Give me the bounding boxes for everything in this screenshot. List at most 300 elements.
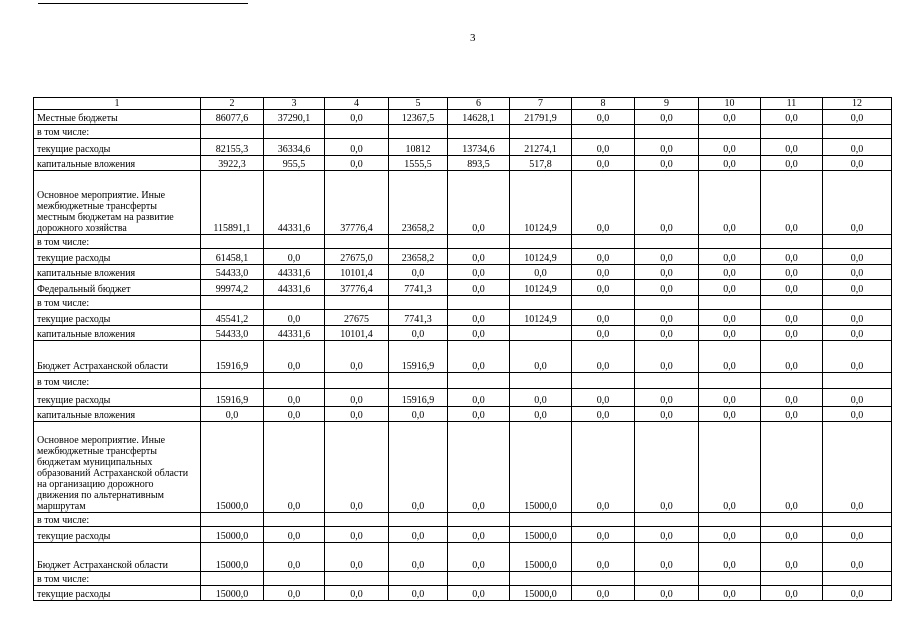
value-cell: 15916,9 (389, 389, 448, 407)
value-cell: 0,0 (264, 389, 325, 407)
value-cell: 0,0 (448, 407, 510, 422)
value-cell: 0,0 (572, 110, 635, 125)
value-cell (264, 125, 325, 139)
value-cell: 0,0 (761, 543, 823, 572)
value-cell: 0,0 (510, 341, 572, 373)
value-cell: 0,0 (389, 586, 448, 601)
value-cell (201, 235, 264, 249)
table-row (34, 543, 892, 572)
row-label: в том числе: (34, 235, 201, 249)
table-row (34, 156, 892, 171)
value-cell: 37290,1 (264, 110, 325, 125)
value-cell: 0,0 (761, 265, 823, 280)
value-cell: 0,0 (572, 543, 635, 572)
header-cell: 10 (699, 98, 761, 110)
value-cell: 15000,0 (510, 527, 572, 543)
value-cell (823, 125, 892, 139)
value-cell (572, 235, 635, 249)
value-cell: 0,0 (823, 422, 892, 513)
value-cell: 0,0 (699, 110, 761, 125)
value-cell: 0,0 (823, 110, 892, 125)
value-cell: 0,0 (448, 543, 510, 572)
value-cell: 0,0 (448, 265, 510, 280)
value-cell: 1555,5 (389, 156, 448, 171)
value-cell: 0,0 (264, 543, 325, 572)
value-cell (389, 572, 448, 586)
value-cell: 0,0 (761, 156, 823, 171)
row-label: текущие расходы (34, 389, 201, 407)
value-cell: 0,0 (635, 326, 699, 341)
value-cell (699, 125, 761, 139)
value-cell: 15916,9 (201, 341, 264, 373)
row-label: текущие расходы (34, 139, 201, 156)
value-cell: 0,0 (823, 389, 892, 407)
header-cell: 5 (389, 98, 448, 110)
table-row (34, 527, 892, 543)
value-cell (510, 235, 572, 249)
value-cell: 0,0 (761, 586, 823, 601)
row-label: Бюджет Астраханской области (34, 543, 201, 572)
row-label: текущие расходы (34, 249, 201, 265)
value-cell (761, 235, 823, 249)
value-cell: 15916,9 (201, 389, 264, 407)
table-row (34, 326, 892, 341)
value-cell: 99974,2 (201, 280, 264, 296)
value-cell (699, 373, 761, 389)
value-cell: 0,0 (325, 110, 389, 125)
value-cell: 7741,3 (389, 310, 448, 326)
value-cell (572, 125, 635, 139)
table-row (34, 171, 892, 235)
value-cell: 0,0 (389, 543, 448, 572)
value-cell: 0,0 (823, 543, 892, 572)
row-label: капитальные вложения (34, 156, 201, 171)
value-cell: 0,0 (572, 310, 635, 326)
header-cell: 2 (201, 98, 264, 110)
value-cell (572, 296, 635, 310)
value-cell: 0,0 (448, 586, 510, 601)
row-label: капитальные вложения (34, 265, 201, 280)
value-cell (448, 513, 510, 527)
value-cell: 21791,9 (510, 110, 572, 125)
value-cell: 0,0 (699, 310, 761, 326)
value-cell (325, 572, 389, 586)
header-cell: 9 (635, 98, 699, 110)
value-cell: 0,0 (635, 407, 699, 422)
table-row (34, 110, 892, 125)
value-cell (572, 513, 635, 527)
row-label: текущие расходы (34, 586, 201, 601)
row-label: Основное мероприятие. Иные межбюджетные трансферты бюджетам муниципальных образований Астраханской области на организацию дорожного движения по альтернативным маршрутам (34, 422, 201, 513)
value-cell (448, 125, 510, 139)
value-cell: 10124,9 (510, 249, 572, 265)
row-label: в том числе: (34, 296, 201, 310)
value-cell: 86077,6 (201, 110, 264, 125)
value-cell: 15000,0 (201, 586, 264, 601)
value-cell: 0,0 (699, 249, 761, 265)
value-cell: 0,0 (201, 407, 264, 422)
value-cell: 15000,0 (510, 543, 572, 572)
value-cell: 23658,2 (389, 249, 448, 265)
row-label: Федеральный бюджет (34, 280, 201, 296)
table-row (34, 310, 892, 326)
value-cell: 82155,3 (201, 139, 264, 156)
row-label: Местные бюджеты (34, 110, 201, 125)
value-cell: 0,0 (823, 139, 892, 156)
value-cell (823, 373, 892, 389)
value-cell: 0,0 (823, 280, 892, 296)
value-cell: 0,0 (572, 280, 635, 296)
value-cell (510, 326, 572, 341)
value-cell: 0,0 (761, 389, 823, 407)
value-cell (761, 513, 823, 527)
value-cell (635, 125, 699, 139)
table-row (34, 513, 892, 527)
table-row (34, 249, 892, 265)
value-cell: 0,0 (572, 171, 635, 235)
table-row (34, 125, 892, 139)
header-cell: 7 (510, 98, 572, 110)
value-cell: 0,0 (572, 265, 635, 280)
value-cell (448, 572, 510, 586)
value-cell: 10101,4 (325, 326, 389, 341)
header-cell: 3 (264, 98, 325, 110)
value-cell: 0,0 (572, 407, 635, 422)
value-cell: 0,0 (264, 527, 325, 543)
value-cell: 0,0 (325, 139, 389, 156)
value-cell (761, 125, 823, 139)
value-cell: 0,0 (635, 249, 699, 265)
value-cell: 0,0 (264, 341, 325, 373)
value-cell: 0,0 (699, 265, 761, 280)
value-cell: 37776,4 (325, 171, 389, 235)
value-cell: 0,0 (761, 422, 823, 513)
value-cell: 0,0 (264, 249, 325, 265)
value-cell (510, 513, 572, 527)
value-cell: 0,0 (823, 171, 892, 235)
value-cell (264, 373, 325, 389)
value-cell (572, 572, 635, 586)
value-cell: 7741,3 (389, 280, 448, 296)
value-cell: 0,0 (823, 156, 892, 171)
value-cell: 0,0 (823, 326, 892, 341)
value-cell (699, 572, 761, 586)
value-cell (761, 373, 823, 389)
value-cell (389, 373, 448, 389)
value-cell: 0,0 (699, 422, 761, 513)
value-cell: 0,0 (635, 156, 699, 171)
value-cell: 0,0 (699, 407, 761, 422)
value-cell: 15000,0 (201, 543, 264, 572)
table-row (34, 407, 892, 422)
value-cell: 10124,9 (510, 280, 572, 296)
row-label: текущие расходы (34, 527, 201, 543)
value-cell: 27675,0 (325, 249, 389, 265)
value-cell (325, 125, 389, 139)
value-cell: 0,0 (448, 326, 510, 341)
table-row (34, 139, 892, 156)
value-cell (635, 296, 699, 310)
value-cell: 0,0 (699, 527, 761, 543)
value-cell: 0,0 (389, 407, 448, 422)
table-row (34, 265, 892, 280)
value-cell: 0,0 (823, 310, 892, 326)
value-cell: 0,0 (448, 280, 510, 296)
value-cell: 44331,6 (264, 326, 325, 341)
row-label: в том числе: (34, 373, 201, 389)
value-cell (264, 572, 325, 586)
value-cell: 0,0 (510, 407, 572, 422)
value-cell: 0,0 (572, 156, 635, 171)
value-cell (823, 296, 892, 310)
value-cell (448, 235, 510, 249)
value-cell (264, 296, 325, 310)
value-cell: 0,0 (572, 389, 635, 407)
value-cell (264, 513, 325, 527)
value-cell: 0,0 (389, 527, 448, 543)
value-cell: 13734,6 (448, 139, 510, 156)
value-cell: 0,0 (325, 527, 389, 543)
value-cell: 0,0 (264, 310, 325, 326)
value-cell: 0,0 (635, 527, 699, 543)
value-cell: 0,0 (635, 341, 699, 373)
value-cell: 0,0 (761, 249, 823, 265)
value-cell: 0,0 (635, 265, 699, 280)
value-cell (201, 296, 264, 310)
value-cell: 0,0 (761, 171, 823, 235)
value-cell (389, 125, 448, 139)
value-cell: 15000,0 (201, 422, 264, 513)
value-cell (572, 373, 635, 389)
page-number: 3 (470, 32, 476, 44)
value-cell: 0,0 (699, 171, 761, 235)
value-cell: 0,0 (761, 110, 823, 125)
value-cell: 10101,4 (325, 265, 389, 280)
header-row (34, 98, 892, 110)
value-cell (325, 513, 389, 527)
value-cell: 0,0 (635, 586, 699, 601)
value-cell: 0,0 (572, 341, 635, 373)
value-cell (201, 373, 264, 389)
value-cell: 0,0 (448, 341, 510, 373)
value-cell: 0,0 (635, 110, 699, 125)
value-cell (201, 125, 264, 139)
value-cell (510, 296, 572, 310)
value-cell: 0,0 (572, 422, 635, 513)
top-rule (38, 3, 248, 4)
value-cell: 0,0 (823, 249, 892, 265)
value-cell: 0,0 (448, 527, 510, 543)
value-cell: 10124,9 (510, 171, 572, 235)
value-cell: 12367,5 (389, 110, 448, 125)
value-cell (325, 373, 389, 389)
value-cell: 0,0 (699, 389, 761, 407)
row-label: текущие расходы (34, 310, 201, 326)
value-cell (264, 235, 325, 249)
row-label: Бюджет Астраханской области (34, 341, 201, 373)
value-cell: 27675 (325, 310, 389, 326)
value-cell (201, 572, 264, 586)
value-cell: 14628,1 (448, 110, 510, 125)
value-cell (448, 373, 510, 389)
value-cell: 0,0 (699, 341, 761, 373)
value-cell: 54433,0 (201, 265, 264, 280)
value-cell (823, 513, 892, 527)
value-cell: 517,8 (510, 156, 572, 171)
value-cell: 0,0 (699, 543, 761, 572)
value-cell: 0,0 (761, 310, 823, 326)
value-cell: 0,0 (635, 139, 699, 156)
value-cell: 0,0 (325, 407, 389, 422)
header-cell: 11 (761, 98, 823, 110)
value-cell: 10124,9 (510, 310, 572, 326)
value-cell: 0,0 (761, 341, 823, 373)
value-cell: 15916,9 (389, 341, 448, 373)
value-cell: 0,0 (448, 389, 510, 407)
value-cell: 15000,0 (510, 586, 572, 601)
value-cell: 0,0 (572, 139, 635, 156)
table-row (34, 572, 892, 586)
value-cell (823, 572, 892, 586)
table-row (34, 280, 892, 296)
value-cell (635, 235, 699, 249)
value-cell: 44331,6 (264, 171, 325, 235)
row-label: в том числе: (34, 513, 201, 527)
value-cell: 0,0 (635, 543, 699, 572)
value-cell (635, 373, 699, 389)
value-cell: 0,0 (264, 407, 325, 422)
header-cell: 4 (325, 98, 389, 110)
value-cell: 0,0 (325, 389, 389, 407)
value-cell (325, 296, 389, 310)
row-label: капитальные вложения (34, 326, 201, 341)
value-cell: 0,0 (510, 389, 572, 407)
value-cell: 3922,3 (201, 156, 264, 171)
table-row (34, 373, 892, 389)
value-cell (325, 235, 389, 249)
value-cell: 0,0 (572, 586, 635, 601)
value-cell: 0,0 (699, 139, 761, 156)
value-cell (635, 572, 699, 586)
value-cell: 0,0 (325, 422, 389, 513)
value-cell: 37776,4 (325, 280, 389, 296)
value-cell: 0,0 (823, 341, 892, 373)
value-cell: 0,0 (761, 280, 823, 296)
value-cell: 0,0 (389, 265, 448, 280)
value-cell: 0,0 (823, 586, 892, 601)
value-cell: 0,0 (761, 139, 823, 156)
value-cell: 0,0 (264, 586, 325, 601)
value-cell: 0,0 (635, 280, 699, 296)
value-cell (699, 513, 761, 527)
value-cell: 0,0 (448, 422, 510, 513)
value-cell: 0,0 (389, 326, 448, 341)
table-row (34, 422, 892, 513)
table-row (34, 235, 892, 249)
value-cell: 61458,1 (201, 249, 264, 265)
value-cell (761, 572, 823, 586)
value-cell: 45541,2 (201, 310, 264, 326)
value-cell (761, 296, 823, 310)
header-cell: 8 (572, 98, 635, 110)
row-label: в том числе: (34, 572, 201, 586)
value-cell: 893,5 (448, 156, 510, 171)
value-cell: 15000,0 (201, 527, 264, 543)
value-cell: 0,0 (389, 422, 448, 513)
value-cell: 0,0 (635, 171, 699, 235)
value-cell: 0,0 (448, 310, 510, 326)
value-cell (448, 296, 510, 310)
row-label: капитальные вложения (34, 407, 201, 422)
value-cell: 0,0 (448, 171, 510, 235)
value-cell: 23658,2 (389, 171, 448, 235)
value-cell: 0,0 (325, 586, 389, 601)
value-cell: 0,0 (635, 389, 699, 407)
value-cell: 0,0 (823, 527, 892, 543)
value-cell: 0,0 (572, 326, 635, 341)
value-cell: 0,0 (264, 422, 325, 513)
table-row (34, 341, 892, 373)
value-cell: 0,0 (325, 156, 389, 171)
value-cell: 0,0 (761, 326, 823, 341)
header-cell: 12 (823, 98, 892, 110)
row-label: в том числе: (34, 125, 201, 139)
value-cell: 44331,6 (264, 265, 325, 280)
value-cell: 54433,0 (201, 326, 264, 341)
value-cell: 0,0 (325, 341, 389, 373)
value-cell: 0,0 (448, 249, 510, 265)
value-cell (510, 373, 572, 389)
value-cell (389, 235, 448, 249)
row-label: Основное мероприятие. Иные межбюджетные трансферты местным бюджетам на развитие дорожного хозяйства (34, 171, 201, 235)
value-cell (823, 235, 892, 249)
value-cell: 0,0 (572, 527, 635, 543)
value-cell (635, 513, 699, 527)
value-cell: 0,0 (699, 586, 761, 601)
value-cell: 21274,1 (510, 139, 572, 156)
value-cell: 0,0 (823, 407, 892, 422)
value-cell: 0,0 (761, 527, 823, 543)
value-cell: 0,0 (699, 326, 761, 341)
value-cell: 115891,1 (201, 171, 264, 235)
value-cell (389, 513, 448, 527)
value-cell (699, 296, 761, 310)
table-row (34, 389, 892, 407)
value-cell (201, 513, 264, 527)
value-cell: 0,0 (325, 543, 389, 572)
value-cell: 15000,0 (510, 422, 572, 513)
value-cell: 0,0 (699, 156, 761, 171)
budget-table (33, 97, 892, 601)
value-cell: 0,0 (510, 265, 572, 280)
value-cell (389, 296, 448, 310)
table-row (34, 296, 892, 310)
value-cell: 955,5 (264, 156, 325, 171)
value-cell: 0,0 (635, 310, 699, 326)
value-cell (510, 125, 572, 139)
value-cell: 0,0 (635, 422, 699, 513)
value-cell: 0,0 (761, 407, 823, 422)
value-cell (510, 572, 572, 586)
table-row (34, 586, 892, 601)
value-cell: 0,0 (572, 249, 635, 265)
header-cell: 6 (448, 98, 510, 110)
value-cell (699, 235, 761, 249)
value-cell: 0,0 (823, 265, 892, 280)
value-cell: 10812 (389, 139, 448, 156)
header-cell: 1 (34, 98, 201, 110)
value-cell: 44331,6 (264, 280, 325, 296)
